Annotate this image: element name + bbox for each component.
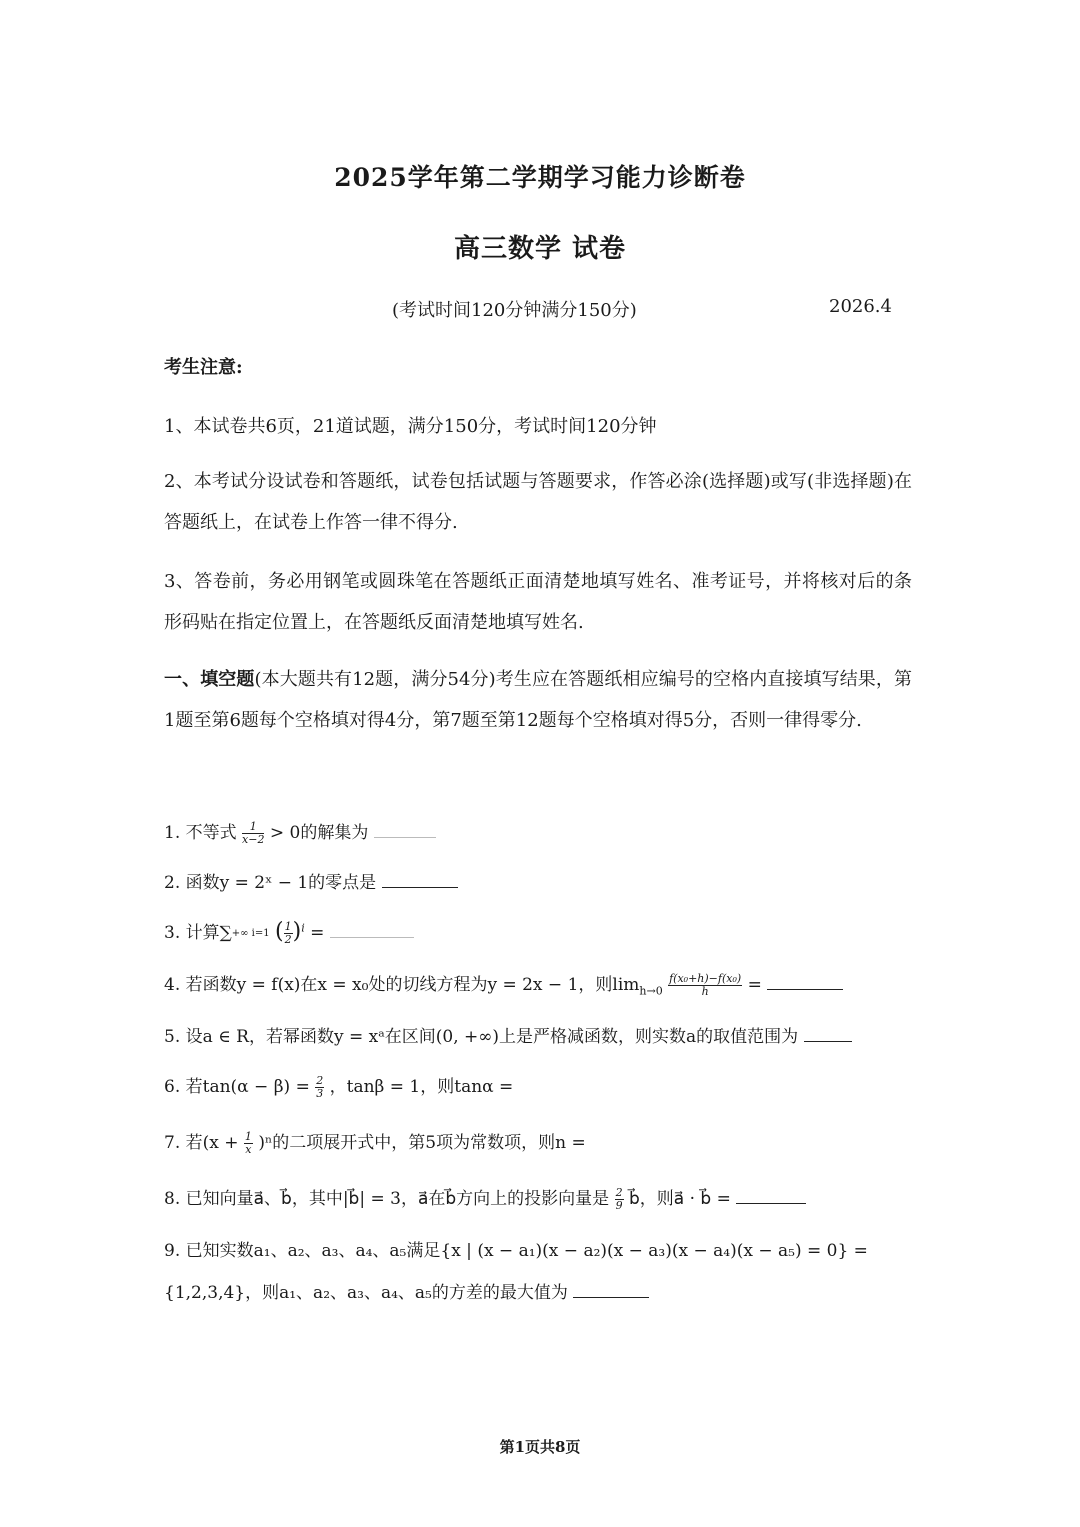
question-5 xyxy=(164,1022,852,1047)
q4-den: h xyxy=(701,985,709,998)
q7-fraction xyxy=(244,1131,253,1156)
section-1-label: 一、填空题 xyxy=(164,669,255,690)
question-2 xyxy=(164,868,458,893)
q2-text: 2. 函数y = 2ˣ − 1的零点是 xyxy=(164,873,377,893)
notice-item-1: 1、本试卷共6页，21道试题，满分150分，考试时间120分钟 xyxy=(164,416,657,437)
q7-den: x xyxy=(245,1143,252,1156)
exam-info: (考试时间120分钟满分150分) xyxy=(392,300,637,321)
q6-num: 2 xyxy=(316,1074,324,1087)
section-1-intro xyxy=(164,659,912,741)
q5-text: 5. 设a ∈ R，若幂函数y = xᵃ在区间(0, +∞)上是严格减函数，则实数a的取值范围为 xyxy=(164,1027,799,1047)
q3-suffix: = xyxy=(310,923,330,943)
q1-den: x−2 xyxy=(242,833,265,846)
q7-prefix: 7. 若(x + xyxy=(164,1133,244,1153)
q2-answer-blank xyxy=(382,873,458,888)
question-8 xyxy=(164,1184,806,1212)
question-1 xyxy=(164,818,436,846)
q1-suffix: > 0的解集为 xyxy=(269,823,369,843)
question-6 xyxy=(164,1072,513,1100)
q6-den: 3 xyxy=(316,1087,324,1100)
q4-fraction xyxy=(668,973,742,998)
section-1-desc: (本大题共有12题，满分54分)考生应在答题纸相应编号的空格内直接填写结果，第1题至第6题每个空格填对得4分，第7题至第12题每个空格填对得5分，否则一律得零分. xyxy=(164,669,913,731)
q8-num: 2 xyxy=(615,1186,623,1199)
notice-item-2: 2、本考试分设试卷和答题纸，试卷包括试题与答题要求，作答必涂(选择题)或写(非选择题)在答题纸上，在试卷上作答一律不得分. xyxy=(164,471,912,533)
exam-subtitle: 高三数学 试卷 xyxy=(453,234,627,264)
q1-num: 1 xyxy=(242,821,264,834)
q4-num: f(x₀+h)−f(x₀) xyxy=(669,972,742,985)
q9-answer-blank xyxy=(573,1283,649,1298)
q4-limit-sub: h→0 xyxy=(639,984,663,998)
q3-limits: +∞ i=1 xyxy=(231,928,270,939)
question-7 xyxy=(164,1128,586,1156)
q4-answer-blank xyxy=(767,975,843,990)
q5-answer-blank xyxy=(804,1027,852,1042)
q6-suffix: ，tanβ = 1，则tanα = xyxy=(329,1077,514,1097)
q8-suffix: b⃗，则a⃗ · b⃗ = xyxy=(628,1189,731,1209)
q9-text: {1,2,3,4}，则a₁、a₂、a₃、a₄、a₅的方差的最大值为 xyxy=(164,1283,568,1303)
question-9-line-2 xyxy=(164,1278,649,1303)
q6-fraction xyxy=(315,1075,324,1100)
q1-fraction xyxy=(242,821,264,846)
page-footer: 第1页共8页 xyxy=(499,1438,581,1456)
q1-prefix: 1. 不等式 xyxy=(164,823,237,843)
q3-prefix: 3. 计算∑ xyxy=(164,923,232,943)
question-9-line-1: 9. 已知实数a₁、a₂、a₃、a₄、a₅满足{x | (x − a₁)(x − a₂)(x − a₃)(x − a₄)(x − a₅) = 0} = xyxy=(164,1241,868,1261)
q3-answer-blank xyxy=(330,923,414,938)
q8-prefix: 8. 已知向量a⃗、b⃗，其中|b⃗| = 3，a⃗在b⃗方向上的投影向量是 xyxy=(164,1189,610,1209)
q3-fraction: $\frac{1}{2}$ xyxy=(284,920,292,946)
q1-answer-blank xyxy=(374,823,436,838)
q4-prefix: 4. 若函数y = f(x)在x = x₀处的切线方程为y = 2x − 1，则lim xyxy=(164,975,640,995)
notice-item-3: 3、答卷前，务必用钢笔或圆珠笔在答题纸正面清楚地填写姓名、准考证号，并将核对后的条形码贴在指定位置上，在答题纸反面清楚地填写姓名. xyxy=(164,571,912,633)
q4-suffix: = xyxy=(747,975,762,995)
q8-answer-blank xyxy=(736,1189,806,1204)
q6-prefix: 6. 若tan(α − β) = xyxy=(164,1077,316,1097)
question-4 xyxy=(164,970,843,998)
exam-date: 2026.4 xyxy=(829,296,892,317)
q7-num: 1 xyxy=(244,1130,252,1143)
q8-fraction xyxy=(615,1187,624,1212)
exam-title: 2025学年第二学期学习能力诊断卷 xyxy=(334,163,746,192)
q7-suffix: )ⁿ的二项展开式中，第5项为常数项，则n = xyxy=(258,1133,586,1153)
question-3: 3. 计算∑+∞ i=1 ( $\frac{1}{2}$ )$^i$ = xyxy=(164,918,414,946)
q8-den: 9 xyxy=(615,1199,623,1212)
notice-heading: 考生注意: xyxy=(164,357,243,378)
